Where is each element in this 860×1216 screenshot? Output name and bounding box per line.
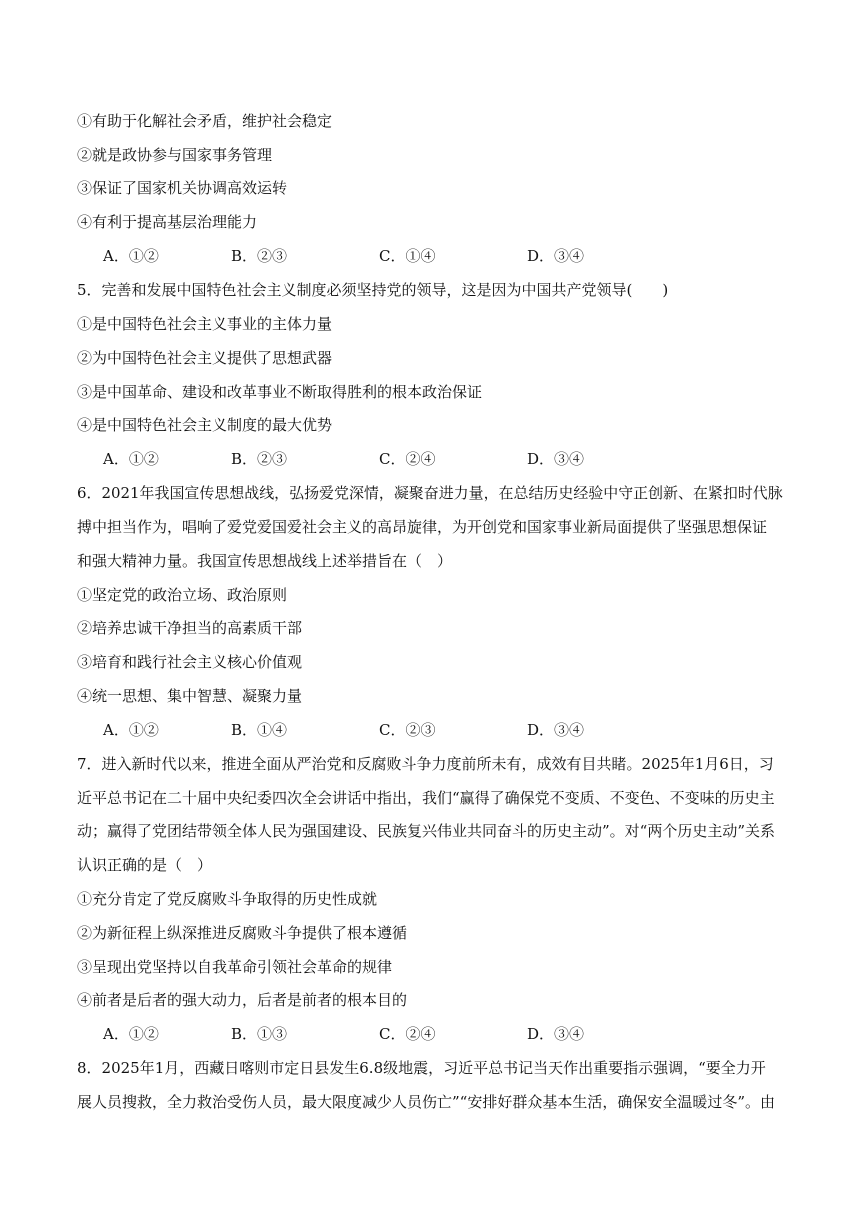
q6-item-2: ②培养忠诚干净担当的高素质干部 [77, 619, 303, 637]
q4-option-a: A．①② [103, 247, 159, 265]
q7-item-4: ④前者是后者的强大动力，后者是前者的根本目的 [77, 991, 408, 1009]
q6-item-1: ①坚定党的政治立场、政治原则 [77, 586, 288, 604]
q6-item-4: ④统一思想、集中智慧、凝聚力量 [77, 687, 303, 705]
q7-stem-line-2: 近平总书记在二十届中央纪委四次全会讲话中指出，我们“赢得了确保党不变质、不变色、不变味的历史主 [77, 789, 775, 807]
q5-option-c: C．②④ [379, 450, 436, 468]
q5-item-3: ③是中国革命、建设和改革事业不断取得胜利的根本政治保证 [77, 383, 483, 401]
q6-option-b: B．①④ [231, 721, 288, 739]
q8-stem-line-2: 展人员搜救，全力救治受伤人员，最大限度减少人员伤亡”“安排好群众基本生活，确保安全温暖过冬”。由 [77, 1093, 776, 1111]
q4-item-3: ③保证了国家机关协调高效运转 [77, 179, 288, 197]
q7-option-d: D．③④ [527, 1025, 585, 1043]
q4-item-4: ④有利于提高基层治理能力 [77, 213, 258, 231]
q6-option-d: D．③④ [527, 721, 585, 739]
q6-stem-line-3: 和强大精神力量。我国宣传思想战线上述举措旨在（ ） [77, 552, 453, 570]
q4-option-b: B．②③ [231, 247, 288, 265]
q4-item-1: ①有助于化解社会矛盾，维护社会稳定 [77, 112, 333, 130]
q7-stem-line-1: 7．进入新时代以来，推进全面从严治党和反腐败斗争力度前所未有，成效有目共睹。2025年1月6日，习 [77, 755, 774, 773]
q5-stem: 5．完善和发展中国特色社会主义制度必须坚持党的领导，这是因为中国共产党领导( ) [77, 281, 669, 299]
q7-item-2: ②为新征程上纵深推进反腐败斗争提供了根本遵循 [77, 924, 408, 942]
q5-item-1: ①是中国特色社会主义事业的主体力量 [77, 315, 333, 333]
q5-item-4: ④是中国特色社会主义制度的最大优势 [77, 416, 333, 434]
q7-option-c: C．②④ [379, 1025, 436, 1043]
q5-option-b: B．②③ [231, 450, 288, 468]
q8-stem-line-1: 8．2025年1月，西藏日喀则市定日县发生6.8级地震，习近平总书记当天作出重要指示强调，“要全力开 [77, 1059, 766, 1077]
q6-stem-line-1: 6．2021年我国宣传思想战线，弘扬爱党深情，凝聚奋进力量，在总结历史经验中守正创新、在紧扣时代脉 [77, 484, 783, 502]
q5-option-a: A．①② [103, 450, 159, 468]
q6-option-a: A．①② [103, 721, 159, 739]
q7-stem-line-3: 动；赢得了党团结带领全体人民为强国建设、民族复兴伟业共同奋斗的历史主动”。对“两个历史主动”关系 [77, 822, 776, 840]
q7-option-b: B．①③ [231, 1025, 288, 1043]
q6-option-c: C．②③ [379, 721, 436, 739]
q5-option-d: D．③④ [527, 450, 585, 468]
q5-item-2: ②为中国特色社会主义提供了思想武器 [77, 349, 333, 367]
q6-item-3: ③培育和践行社会主义核心价值观 [77, 653, 303, 671]
q7-item-3: ③呈现出党坚持以自我革命引领社会革命的规律 [77, 958, 393, 976]
q6-stem-line-2: 搏中担当作为，唱响了爱党爱国爱社会主义的高昂旋律，为开创党和国家事业新局面提供了坚强思想保证 [77, 518, 768, 536]
q4-option-c: C．①④ [379, 247, 436, 265]
q7-item-1: ①充分肯定了党反腐败斗争取得的历史性成就 [77, 890, 378, 908]
q4-item-2: ②就是政协参与国家事务管理 [77, 146, 273, 164]
q4-option-d: D．③④ [527, 247, 585, 265]
q7-option-a: A．①② [103, 1025, 159, 1043]
q7-stem-line-4: 认识正确的是（ ） [77, 856, 213, 874]
